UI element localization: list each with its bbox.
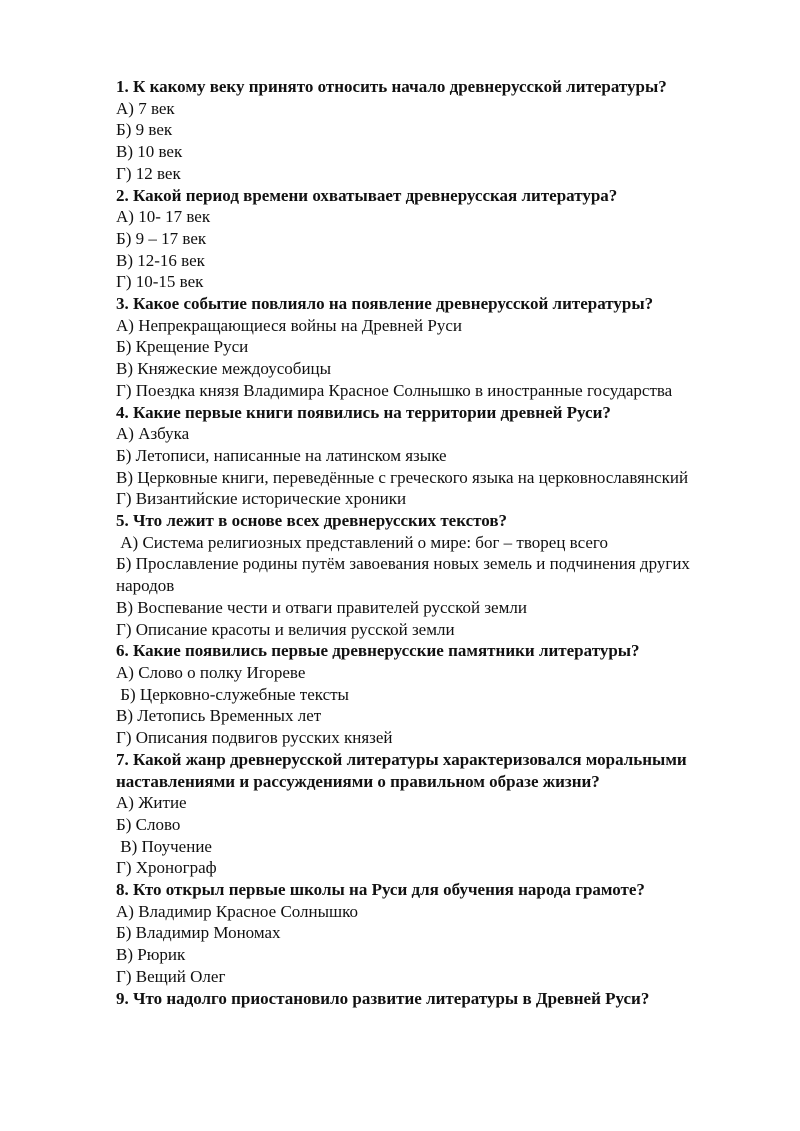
question-text: 9. Что надолго приостановило развитие литературы в Древней Руси?: [116, 988, 650, 1008]
answer-option: В) Воспевание чести и отваги правителей русской земли: [116, 597, 527, 617]
answer-option: В) Поучение: [116, 836, 212, 856]
answer-option: Б) Крещение Руси: [116, 337, 249, 357]
question-block-4: [116, 402, 746, 511]
answer-option: А) Система религиозных представлений о мире: бог – творец всего: [116, 532, 608, 552]
answer-option: А) 7 век: [116, 98, 175, 118]
question-block-7: [116, 749, 746, 879]
answer-option: Б) Владимир Мономах: [116, 923, 281, 943]
question-text: 2. Какой период времени охватывает древнерусская литература?: [116, 185, 618, 205]
question-text: 4. Какие первые книги появились на территории древней Руси?: [116, 402, 611, 422]
question-text: 7. Какой жанр древнерусской литературы характеризовался моральными наставлениями и рассуждениями о правильном образе жизни?: [116, 749, 691, 791]
question-text: 5. Что лежит в основе всех древнерусских текстов?: [116, 511, 508, 531]
answer-option: Г) Поездка князя Владимира Красное Солнышко в иностранные государства: [116, 380, 673, 400]
answer-option: Г) 12 век: [116, 163, 181, 183]
answer-option: А) 10- 17 век: [116, 207, 211, 227]
answer-option: Б) Прославление родины путём завоевания новых земель и подчинения других народов: [116, 554, 695, 596]
question-block-5: [116, 510, 746, 640]
answer-option: Б) Слово: [116, 814, 181, 834]
answer-option: Г) Описания подвигов русских князей: [116, 728, 393, 748]
answer-option: В) 10 век: [116, 142, 183, 162]
question-block-3: [116, 293, 746, 402]
answer-option: В) Рюрик: [116, 945, 186, 965]
answer-option: Б) Летописи, написанные на латинском языке: [116, 445, 447, 465]
answer-option: А) Житие: [116, 793, 187, 813]
answer-option: Б) 9 век: [116, 120, 173, 140]
answer-option: Г) Описание красоты и величия русской земли: [116, 619, 455, 639]
question-text: 8. Кто открыл первые школы на Руси для обучения народа грамоте?: [116, 880, 645, 900]
answer-option: Г) Вещий Олег: [116, 966, 226, 986]
answer-option: Б) 9 – 17 век: [116, 228, 207, 248]
answer-option: А) Владимир Красное Солнышко: [116, 901, 359, 921]
answer-option: Б) Церковно-служебные тексты: [116, 684, 349, 704]
answer-option: В) Княжеские междоусобицы: [116, 359, 332, 379]
question-block-6: [116, 640, 746, 749]
question-text: 6. Какие появились первые древнерусские памятники литературы?: [116, 641, 640, 661]
answer-option: Г) 10-15 век: [116, 272, 204, 292]
question-text: 1. К какому веку принято относить начало древнерусской литературы?: [116, 77, 667, 96]
question-block-1: [116, 76, 746, 185]
answer-option: А) Азбука: [116, 424, 190, 444]
answer-option: В) 12-16 век: [116, 250, 205, 270]
quiz-content: [116, 76, 746, 1009]
answer-option: В) Летопись Временных лет: [116, 706, 322, 726]
question-block-9: [116, 988, 746, 1010]
answer-option: А) Слово о полку Игореве: [116, 662, 306, 682]
question-block-8: [116, 879, 746, 988]
answer-option: А) Непрекращающиеся войны на Древней Руси: [116, 315, 462, 335]
answer-option: В) Церковные книги, переведённые с греческого языка на церковнославянский: [116, 467, 689, 487]
question-text: 3. Какое событие повлияло на появление древнерусской литературы?: [116, 294, 654, 314]
question-block-2: [116, 185, 746, 294]
answer-option: Г) Византийские исторические хроники: [116, 489, 407, 509]
answer-option: Г) Хронограф: [116, 858, 217, 878]
